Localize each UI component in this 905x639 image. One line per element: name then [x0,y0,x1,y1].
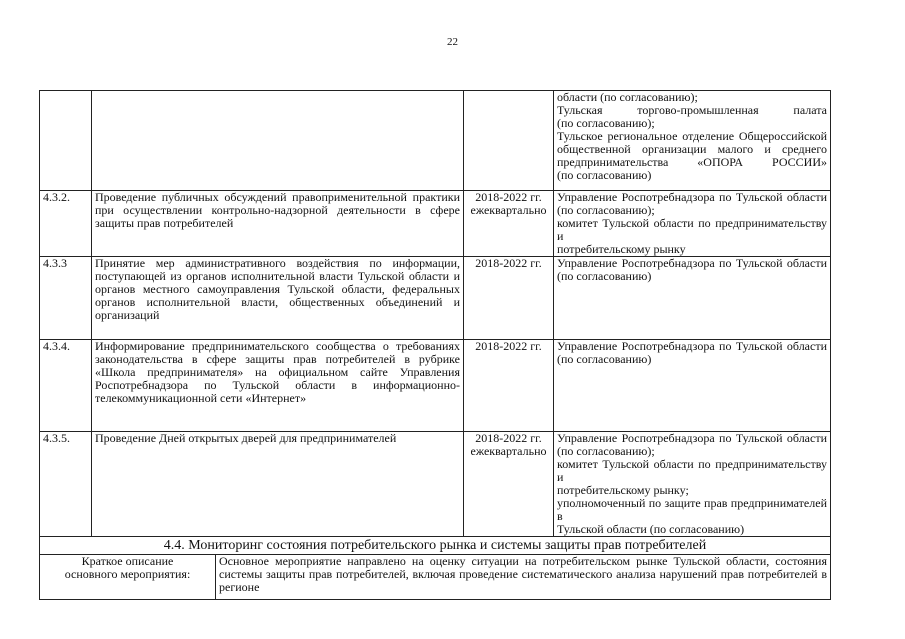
description-text: Основное мероприятие направлено на оценку ситуации на потребительском рынке Тульской области, состояния системы защиты прав потребителей, включая проведение систематического анализа нарушений прав потребителей в регионе [216,555,831,600]
term-cell [464,432,554,537]
responsible-line: Тульской области (по согласованию) [557,522,745,536]
responsible-cell [554,91,831,191]
term-line: 2018-2022 гг. [475,190,542,204]
responsible-line: Управление Роспотребнадзора по Тульской области [557,256,827,270]
description-label-line: Краткое описание [81,554,174,568]
table-row [40,91,831,191]
responsible-line: потребительскому рынку [557,242,686,256]
term-line: ежеквартально [470,203,547,217]
table-row [40,191,831,257]
responsible-cell [554,340,831,432]
responsible-line: Управление Роспотребнадзора по Тульской области [557,190,827,204]
responsible-line: (по согласованию); [557,203,655,217]
table-row [40,257,831,340]
term-line: 2018-2022 гг. [475,339,542,353]
responsible-line: (по согласованию) [557,352,652,366]
row-number-cell [40,91,92,191]
term-line: 2018-2022 гг. [475,431,542,445]
term-line: ежеквартально [470,444,547,458]
responsible-line: общественной организации малого и среднего [557,142,827,156]
responsible-line: (по согласованию) [557,269,652,283]
term-cell [464,257,554,340]
responsible-line: (по согласованию); [557,116,655,130]
description-label [40,555,216,600]
responsible-line: области (по согласованию); [557,90,698,104]
row-number: 4.3.5. [40,432,92,537]
responsible-line: (по согласованию); [557,444,655,458]
responsible-line: Управление Роспотребнадзора по Тульской области [557,431,827,445]
row-number: 4.3.3 [40,257,92,340]
term-cell [464,91,554,191]
row-number: 4.3.2. [40,191,92,257]
responsible-line: Управление Роспотребнадзора по Тульской области [557,339,827,353]
responsible-line: предпринимательства «ОПОРА РОССИИ» [557,155,827,169]
section-row [40,537,831,555]
activity-text: Проведение публичных обсуждений правоприменительной практики при осуществлении контрольно-надзорной деятельности в сфере защиты прав потребителей [92,191,464,257]
section-title: 4.4. Мониторинг состояния потребительского рынка и системы защиты прав потребителей [40,537,831,555]
activity-text: Принятие мер административного воздействия по информации, поступающей из органов исполнительной власти Тульской области и органов местного самоуправления Тульской области, федеральных органов исполнительной власти, общественных объединений и организаций [92,257,464,340]
page-number: 22 [447,36,458,48]
responsible-cell [554,257,831,340]
activity-text: Информирование предпринимательского сообщества о требованиях законодательства в сфере защиты прав потребителей в рубрике «Школа предпринимателя» на официальном сайте Управления Роспотребнадзора по Тульской области в информационно-телекоммуникационной сети «Интернет» [92,340,464,432]
responsible-cell [554,191,831,257]
responsible-line: Тульское региональное отделение Общероссийской [557,129,827,143]
description-row [40,555,831,600]
responsible-line: комитет Тульской области по предпринимательству и [557,457,827,484]
responsible-line: потребительскому рынку; [557,483,689,497]
table-row [40,432,831,537]
term-line: 2018-2022 гг. [475,256,542,270]
row-number: 4.3.4. [40,340,92,432]
term-cell [464,191,554,257]
term-cell [464,340,554,432]
activity-cell [92,91,464,191]
responsible-line: комитет Тульской области по предпринимательству и [557,216,827,243]
table-row [40,340,831,432]
activities-table [39,90,831,600]
responsible-line: уполномоченный по защите прав предпринимателей в [557,496,827,523]
responsible-cell [554,432,831,537]
description-label-line: основного мероприятия: [64,567,191,581]
responsible-line: (по согласованию) [557,168,652,182]
activity-text: Проведение Дней открытых дверей для предпринимателей [92,432,464,537]
responsible-line: Тульская торгово-промышленная палата [557,103,827,117]
